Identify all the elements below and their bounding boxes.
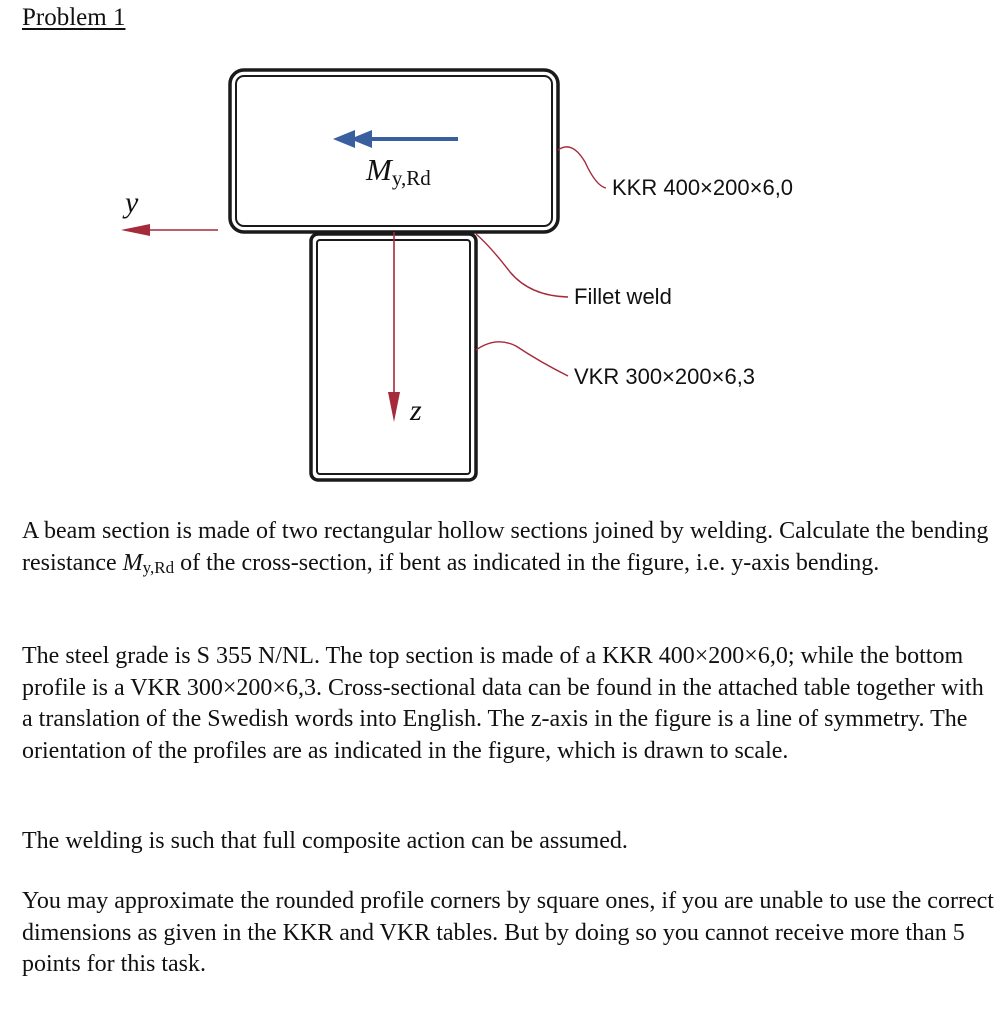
z-axis-label: z bbox=[410, 394, 422, 427]
cross-section-figure bbox=[0, 0, 1005, 500]
paragraph-welding: The welding is such that full composite action can be assumed. bbox=[22, 828, 628, 854]
moment-arrow bbox=[333, 130, 458, 148]
top-profile-outer bbox=[230, 70, 558, 232]
bottom-profile-leader bbox=[476, 342, 568, 376]
inline-moment-subscript: y,Rd bbox=[142, 557, 175, 577]
top-profile-label: KKR 400×200×6,0 bbox=[612, 175, 794, 200]
inline-moment-symbol: M bbox=[122, 549, 143, 576]
paragraph-task-text-2: of the cross-section, if bent as indicated in the figure, i.e. y-axis bending. bbox=[174, 549, 880, 576]
moment-label bbox=[366, 152, 431, 191]
z-axis-arrow bbox=[388, 232, 400, 422]
paragraph-task-text-1: A beam section is made of two rectangular hollow sections joined by welding. Calculate the bending resistance bbox=[22, 518, 989, 576]
top-profile-leader bbox=[558, 147, 606, 188]
y-axis-label: y bbox=[125, 186, 139, 219]
moment-symbol: M bbox=[366, 152, 392, 187]
weld-leader bbox=[476, 234, 568, 297]
paragraph-task bbox=[22, 516, 997, 583]
weld-label: Fillet weld bbox=[574, 284, 672, 309]
paragraph-steel-grade: The steel grade is S 355 N/NL. The top section is made of a KKR 400×200×6,0; while the bottom profile is a VKR 300×200×6,3. Cross-sectional data can be found in the attached table together with a translation of the Swedish words into English. The z-axis in the figure is a line of symmetry. The orientation of the profiles are as indicated in the figure, which is drawn to scale. bbox=[22, 643, 984, 764]
y-axis-arrow bbox=[121, 224, 218, 236]
cross-section-drawing bbox=[0, 0, 1005, 500]
bottom-profile-label: VKR 300×200×6,3 bbox=[574, 364, 756, 389]
paragraph-approximation: You may approximate the rounded profile corners by square ones, if you are unable to use the correct dimensions as given in the KKR and VKR tables. But by doing so you cannot receive more than 5 points for this task. bbox=[22, 888, 994, 977]
moment-subscript: y,Rd bbox=[391, 166, 431, 190]
problem-heading: Problem 1 bbox=[22, 4, 126, 31]
top-profile-inner bbox=[236, 76, 552, 226]
